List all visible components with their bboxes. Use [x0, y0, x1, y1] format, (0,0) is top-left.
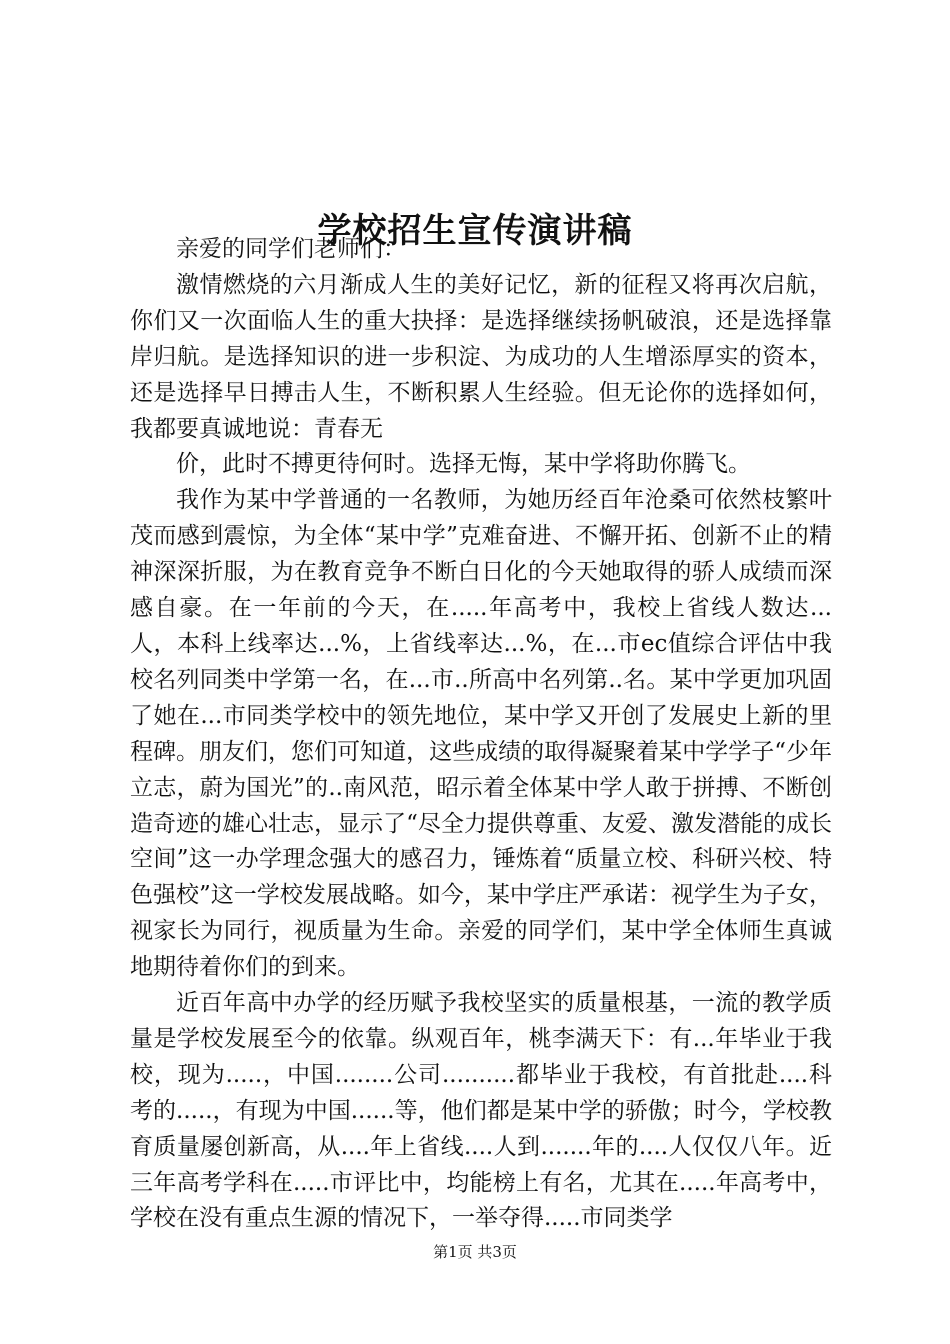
paragraph-achievements: 我作为某中学普通的一名教师，为她历经百年沧桑可依然枝繁叶茂而感到震惊，为全体“某中学”克难奋进、不懈开拓、创新不止的精神深深折服，为在教育竞争不断白日化的今天她取得的骄人成绩而深感自豪。在一年前的今天，在.....年高考中，我校上省线人数达...人，本科上线率达...%，上省线率达...%，在...市ec值综合评估中我校名列同类中学第一名，在...市..所高中名列第..名。某中学更加巩固了她在...市同类学校中的领先地位，某中学又开创了发展史上新的里程碑。朋友们，您们可知道，这些成绩的取得凝聚着某中学学子“少年立志，蔚为国光”的..南风范，昭示着全体某中学人敢于拼搏、不断创造奇迹的雄心壮志，显示了“尽全力提供尊重、友爱、激发潜能的成长空间”这一办学理念强大的感召力，锤炼着“质量立校、科研兴校、特色强校”这一学校发展战略。如今，某中学庄严承诺：视学生为子女，视家长为同行，视质量为生命。亲爱的同学们，某中学全体师生真诚地期待着你们的到来。 — [130, 487, 832, 981]
document-title: 学校招生宣传演讲稿 — [317, 210, 633, 251]
paragraph-intro: 激情燃烧的六月渐成人生的美好记忆，新的征程又将再次启航，你们又一次面临人生的重大抉择：是选择继续扬帆破浪，还是选择靠岸归航。是选择知识的进一步积淀、为成功的人生增添厚实的资本，还是选择早日搏击人生，不断积累人生经验。但无论你的选择如何，我都要真诚地说：青春无 — [130, 271, 832, 442]
paragraph-intro-continued: 价，此时不搏更待何时。选择无悔，某中学将助你腾飞。 — [176, 451, 751, 478]
page-footer: 第1页 共3页 — [433, 1243, 517, 1261]
document-body — [130, 232, 832, 1237]
paragraph-history: 近百年高中办学的经历赋予我校坚实的质量根基，一流的教学质量是学校发展至今的依靠。纵观百年，桃李满天下：有...年毕业于我校，现为.....，中国........公司..........都毕业于我校，有首批赴....科考的.....，有现为中国......等，他们都是某中学的骄傲；时今，学校教育质量屡创新高，从....年上省线....人到.......年的....人仅仅八年。近三年高考学科在.....市评比中，均能榜上有名，尤其在.....年高考中，学校在没有重点生源的情况下，一举夺得.....市同类学 — [130, 990, 832, 1232]
paragraph-salutation: 亲爱的同学们老师们： — [176, 236, 406, 262]
